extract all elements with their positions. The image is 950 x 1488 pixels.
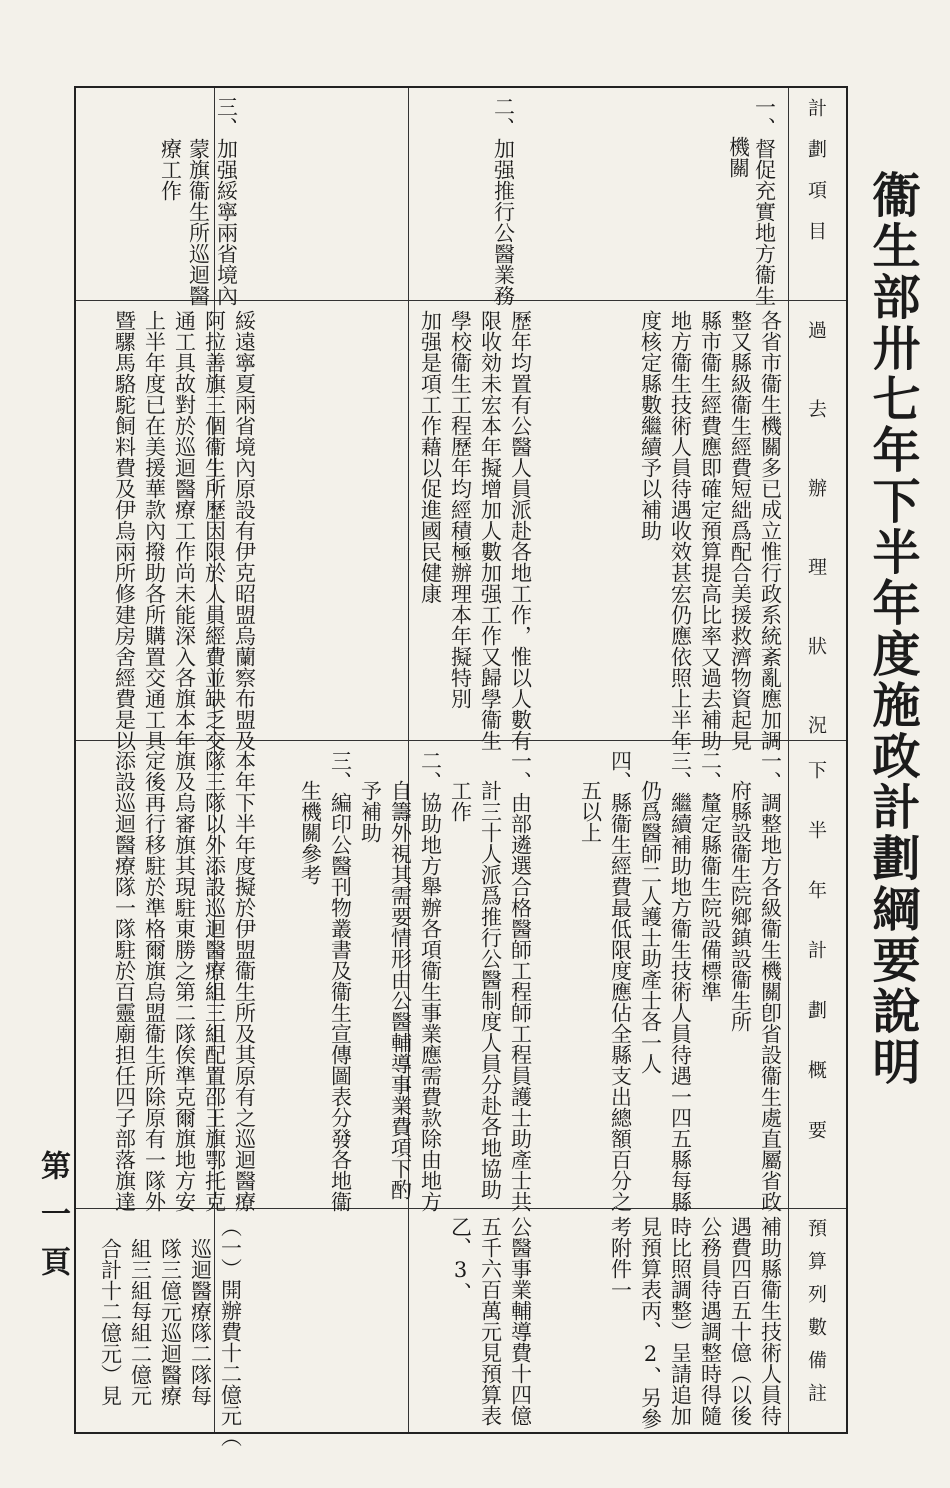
row2-plan-line: 工作 bbox=[448, 780, 473, 822]
row1-past-line: 整又縣級衞生經費短絀爲配合美援救濟物資起見 bbox=[728, 310, 753, 751]
row2-past-line: 學校衞生工程歷年均經積極辦理本年擬特別 bbox=[448, 310, 473, 709]
header-separator bbox=[788, 88, 789, 1432]
row3-budget-line: 隊三億元巡迴醫療 bbox=[158, 1238, 183, 1406]
row1-item bbox=[726, 96, 778, 306]
row1-plan-line: 三、繼續補助地方衞生技術人員待遇一四五縣每縣 bbox=[668, 750, 693, 1212]
row3-budget-line: 巡迴醫療隊二隊每 bbox=[188, 1238, 213, 1406]
header-budget-note: 預算列數備註 bbox=[805, 1218, 827, 1416]
row1-budget-line: 遇費四百五十億（以後 bbox=[728, 1216, 753, 1426]
row3-item-line: 三、加强綏寧兩省境內 bbox=[214, 96, 239, 306]
row2-past-line: 加强是項工作藉以促進國民健康 bbox=[418, 310, 443, 604]
row2-plan-line: 計三十人派爲推行公醫制度人員分赴各地協助 bbox=[478, 780, 503, 1200]
row3-item-line: 蒙旗衞生所巡迴醫 bbox=[186, 138, 211, 306]
row3-item-line: 療工作 bbox=[158, 138, 183, 201]
row1-plan-line: 二、釐定縣衞生院設備標準 bbox=[698, 750, 723, 1002]
row2-budget-line: 五千六百萬元見預算表 bbox=[478, 1216, 503, 1426]
plan-table bbox=[74, 86, 848, 1447]
row1-plan-line: 五以上 bbox=[578, 780, 603, 843]
row3-past-line: 阿拉善旗三個衞生所歷因限於人員經費並缺乏交 bbox=[202, 310, 227, 751]
column-separator bbox=[408, 88, 409, 1432]
row2-past-line: 限收効未宏本年擬增加人數加强工作又歸學衞生 bbox=[478, 310, 503, 751]
row1-plan-line: 四、縣衞生經費最低限度應佔全縣支出總額百分之 bbox=[608, 750, 633, 1212]
row2-past-line: 歷年均置有公醫人員派赴各地工作，惟以人數有 bbox=[508, 310, 533, 751]
row1-item-line: 機關 bbox=[726, 136, 751, 178]
row3-item bbox=[156, 96, 240, 306]
row2-plan-line: 三、編印公醫刊物叢書及衞生宣傳圖表分發各地衞 bbox=[328, 750, 353, 1212]
row1-budget-line: 補助縣衞生技術人員待 bbox=[758, 1216, 783, 1426]
row3-past-line: 綏遠寧夏兩省境內原設有伊克昭盟烏蘭察布盟及 bbox=[232, 310, 257, 751]
row1-plan-line: 一、調整地方各級衞生機關卽省設衞生處直屬省政 bbox=[758, 750, 783, 1212]
row1-past-line: 縣市衞生經費應即確定預算提高比率又過去補助 bbox=[698, 310, 723, 751]
row3-past-line: 上半年度已在美援華款內撥助各所購置交通工具 bbox=[142, 310, 167, 751]
row2-plan-line: 生機關參考 bbox=[298, 780, 323, 885]
row2-plan-line: 予補助 bbox=[358, 780, 383, 843]
row3-budget-line: 組三組每組二億元 bbox=[128, 1238, 153, 1406]
row2-plan-line: 二、協助地方舉辦各項衞生事業應需費款除由地方 bbox=[418, 750, 443, 1212]
header-past-status: 過去辦理狀況 bbox=[805, 320, 827, 794]
row3-plan-line: 旗及烏審旗其現駐東勝之第二隊俟準克爾旗地方安 bbox=[172, 750, 197, 1212]
header-plan-summary: 下半年計劃概要 bbox=[805, 760, 827, 1180]
row2-budget-line: 公醫事業輔導費十四億 bbox=[508, 1216, 533, 1426]
row3-plan-line: 本年下半年度擬於伊盟衞生所及其原有之巡迴醫療 bbox=[232, 750, 257, 1212]
row3-past-line: 通工具故對於巡迴醫療工作尚未能深入各旗本年 bbox=[172, 310, 197, 751]
row3-budget-line: 合計十二億元）見 bbox=[98, 1238, 123, 1406]
row1-item-line: 一、督促充實地方衞生 bbox=[752, 96, 777, 306]
row1-budget-line: 見預算表丙、2、另參 bbox=[638, 1216, 663, 1429]
row1-past-line: 度核定縣數繼續予以補助 bbox=[638, 310, 663, 541]
row3-plan-line: 隊三隊以外添設巡迴醫療組三組配置邵王旗鄂托克 bbox=[202, 750, 227, 1212]
row2-plan-line: 自籌外視其需要情形由公醫輔導事業費項下酌 bbox=[388, 780, 413, 1200]
row3-budget-line: （一）開辦費十二億元（ bbox=[218, 1216, 243, 1447]
row1-budget-line: 時比照調整）呈請追加 bbox=[668, 1216, 693, 1426]
row1-budget-line: 公務員待遇調整時得隨 bbox=[698, 1216, 723, 1426]
row1-plan-line: 府縣設衞生院鄉鎮設衞生所 bbox=[728, 780, 753, 1032]
row3-plan-line: 定後再行移駐於準格爾旗烏盟衞生所除原有一隊外 bbox=[142, 750, 167, 1212]
page-number: 第一頁 bbox=[35, 1150, 70, 1294]
row3-past-line: 暨騾馬駱駝飼料費及伊烏兩所修建房舍經費是以 bbox=[112, 310, 137, 751]
row1-past-line: 各省市衞生機關多已成立惟行政系統紊亂應加調 bbox=[758, 310, 783, 751]
row2-item bbox=[491, 96, 521, 306]
row1-plan-line: 仍爲醫師二人護士助產士各一人 bbox=[638, 780, 663, 1074]
page-title: 衞生部卅七年下半年度施政計劃綱要說明 bbox=[864, 170, 920, 1088]
header-plan-item: 計劃項目 bbox=[805, 98, 827, 262]
row3-plan-line: 添設巡迴醫療隊一隊駐於百靈廟担任四子部落旗達 bbox=[112, 750, 137, 1212]
row2-budget-line: 乙、3、 bbox=[448, 1216, 473, 1303]
row1-budget-line: 考附件一 bbox=[608, 1216, 633, 1300]
row2-item-line: 二、加强推行公醫業務 bbox=[491, 96, 516, 306]
row1-past-line: 地方衞生技術人員待遇收效甚宏仍應依照上半年 bbox=[668, 310, 693, 751]
row2-plan-line: 一、由部遴選合格醫師工程師工程員護士助產士共 bbox=[508, 750, 533, 1212]
